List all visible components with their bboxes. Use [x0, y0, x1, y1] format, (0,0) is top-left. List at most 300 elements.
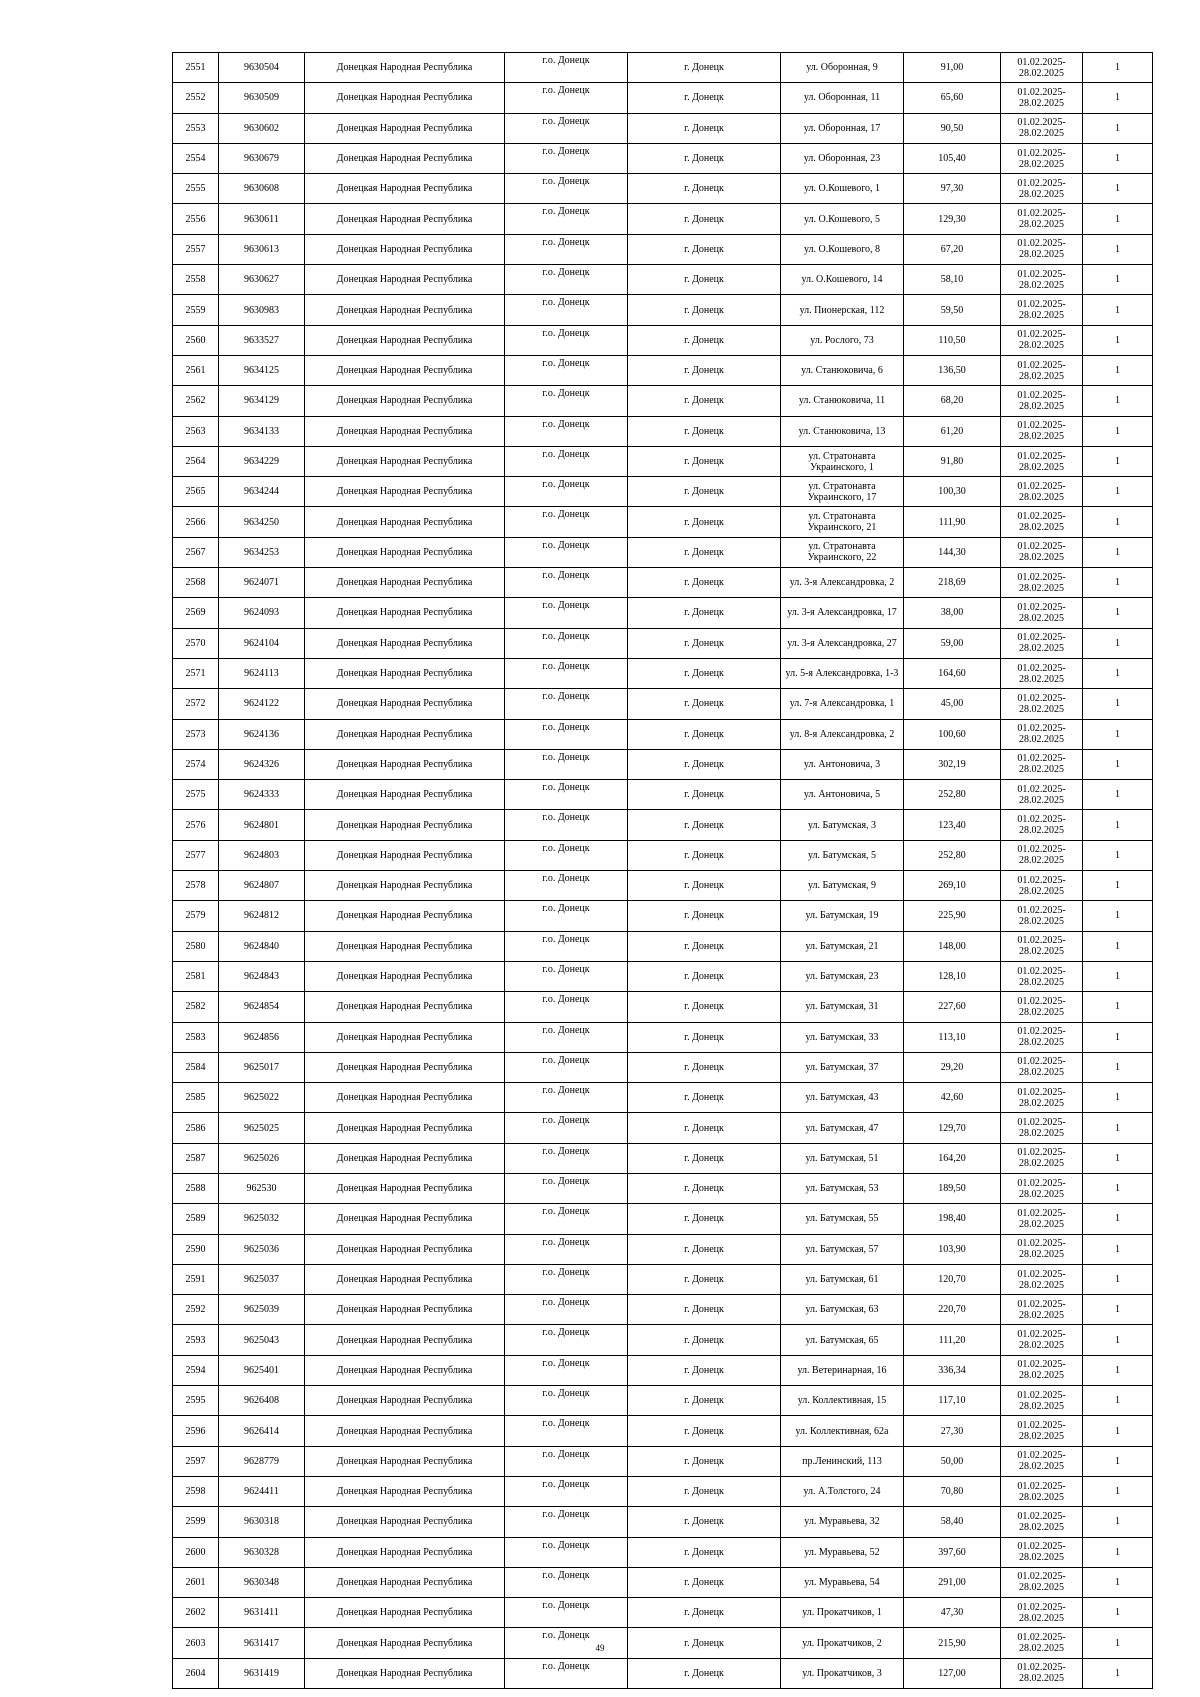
object-code-cell: 9634133 — [219, 416, 305, 446]
district-cell: г.о. Донецк — [505, 719, 628, 749]
row-number-cell: 2595 — [173, 1386, 219, 1416]
quantity-cell: 1 — [1083, 477, 1153, 507]
table-row — [173, 1658, 1153, 1688]
quantity-cell: 1 — [1083, 871, 1153, 901]
address-cell: ул. Батумская, 61 — [781, 1264, 904, 1294]
district-cell: г.о. Донецк — [505, 961, 628, 991]
address-cell: ул. Стратонавта Украинского, 21 — [781, 507, 904, 537]
table-row — [173, 1022, 1153, 1052]
row-number-cell: 2560 — [173, 325, 219, 355]
region-cell: Донецкая Народная Республика — [305, 386, 505, 416]
row-number-cell: 2551 — [173, 53, 219, 83]
object-code-cell: 9630613 — [219, 234, 305, 264]
object-code-cell: 9624840 — [219, 931, 305, 961]
row-number-cell: 2601 — [173, 1567, 219, 1597]
address-cell: ул. Станюковича, 11 — [781, 386, 904, 416]
object-code-cell: 9625043 — [219, 1325, 305, 1355]
table-row — [173, 961, 1153, 991]
table-row — [173, 749, 1153, 779]
object-code-cell: 9630983 — [219, 295, 305, 325]
table-row — [173, 689, 1153, 719]
district-cell: г.о. Донецк — [505, 1386, 628, 1416]
city-cell: г. Донецк — [628, 1143, 781, 1173]
period-cell: 01.02.2025-28.02.2025 — [1001, 749, 1083, 779]
address-cell: пр.Ленинский, 113 — [781, 1446, 904, 1476]
object-code-cell: 9624113 — [219, 658, 305, 688]
object-code-cell: 9624812 — [219, 901, 305, 931]
area-cell: 127,00 — [904, 1658, 1001, 1688]
quantity-cell: 1 — [1083, 1507, 1153, 1537]
object-code-cell: 9628779 — [219, 1446, 305, 1476]
address-cell: ул. О.Кошевого, 5 — [781, 204, 904, 234]
district-cell: г.о. Донецк — [505, 1567, 628, 1597]
row-number-cell: 2604 — [173, 1658, 219, 1688]
city-cell: г. Донецк — [628, 1476, 781, 1506]
region-cell: Донецкая Народная Республика — [305, 1628, 505, 1658]
table-row — [173, 719, 1153, 749]
period-cell: 01.02.2025-28.02.2025 — [1001, 234, 1083, 264]
table-row — [173, 992, 1153, 1022]
row-number-cell: 2567 — [173, 537, 219, 567]
region-cell: Донецкая Народная Республика — [305, 174, 505, 204]
table-row — [173, 355, 1153, 385]
city-cell: г. Донецк — [628, 507, 781, 537]
row-number-cell: 2587 — [173, 1143, 219, 1173]
city-cell: г. Донецк — [628, 1628, 781, 1658]
district-cell: г.о. Донецк — [505, 53, 628, 83]
region-cell: Донецкая Народная Республика — [305, 1264, 505, 1294]
region-cell: Донецкая Народная Республика — [305, 1113, 505, 1143]
object-code-cell: 9624856 — [219, 1022, 305, 1052]
address-cell: ул. Батумская, 19 — [781, 901, 904, 931]
city-cell: г. Донецк — [628, 1052, 781, 1082]
object-code-cell: 9624411 — [219, 1476, 305, 1506]
row-number-cell: 2592 — [173, 1295, 219, 1325]
district-cell: г.о. Донецк — [505, 1507, 628, 1537]
quantity-cell: 1 — [1083, 1204, 1153, 1234]
address-cell: ул. 8-я Александровка, 2 — [781, 719, 904, 749]
region-cell: Донецкая Народная Республика — [305, 446, 505, 476]
object-code-cell: 9624071 — [219, 568, 305, 598]
table-row — [173, 1083, 1153, 1113]
address-cell: ул. Батумская, 37 — [781, 1052, 904, 1082]
area-cell: 105,40 — [904, 143, 1001, 173]
table-row — [173, 1113, 1153, 1143]
registry-table-body — [173, 53, 1153, 1689]
object-code-cell: 9624843 — [219, 961, 305, 991]
object-code-cell: 9625022 — [219, 1083, 305, 1113]
address-cell: ул. Батумская, 23 — [781, 961, 904, 991]
period-cell: 01.02.2025-28.02.2025 — [1001, 53, 1083, 83]
table-row — [173, 1476, 1153, 1506]
address-cell: ул. Батумская, 55 — [781, 1204, 904, 1234]
area-cell: 128,10 — [904, 961, 1001, 991]
address-cell: ул. Батумская, 47 — [781, 1113, 904, 1143]
address-cell: ул. Батумская, 57 — [781, 1234, 904, 1264]
object-code-cell: 9634250 — [219, 507, 305, 537]
region-cell: Донецкая Народная Республика — [305, 871, 505, 901]
quantity-cell: 1 — [1083, 719, 1153, 749]
object-code-cell: 9630328 — [219, 1537, 305, 1567]
region-cell: Донецкая Народная Республика — [305, 325, 505, 355]
city-cell: г. Донецк — [628, 780, 781, 810]
area-cell: 148,00 — [904, 931, 1001, 961]
object-code-cell: 9634253 — [219, 537, 305, 567]
quantity-cell: 1 — [1083, 568, 1153, 598]
district-cell: г.о. Донецк — [505, 416, 628, 446]
city-cell: г. Донецк — [628, 204, 781, 234]
address-cell: ул. Батумская, 21 — [781, 931, 904, 961]
object-code-cell: 9625036 — [219, 1234, 305, 1264]
address-cell: ул. Стратонавта Украинского, 1 — [781, 446, 904, 476]
city-cell: г. Донецк — [628, 749, 781, 779]
period-cell: 01.02.2025-28.02.2025 — [1001, 871, 1083, 901]
district-cell: г.о. Донецк — [505, 477, 628, 507]
object-code-cell: 9630608 — [219, 174, 305, 204]
row-number-cell: 2571 — [173, 658, 219, 688]
row-number-cell: 2556 — [173, 204, 219, 234]
quantity-cell: 1 — [1083, 1355, 1153, 1385]
quantity-cell: 1 — [1083, 537, 1153, 567]
quantity-cell: 1 — [1083, 143, 1153, 173]
area-cell: 120,70 — [904, 1264, 1001, 1294]
city-cell: г. Донецк — [628, 83, 781, 113]
address-cell: ул. Антоновича, 3 — [781, 749, 904, 779]
period-cell: 01.02.2025-28.02.2025 — [1001, 1567, 1083, 1597]
quantity-cell: 1 — [1083, 1083, 1153, 1113]
period-cell: 01.02.2025-28.02.2025 — [1001, 1234, 1083, 1264]
region-cell: Донецкая Народная Республика — [305, 1295, 505, 1325]
row-number-cell: 2557 — [173, 234, 219, 264]
area-cell: 123,40 — [904, 810, 1001, 840]
region-cell: Донецкая Народная Республика — [305, 1507, 505, 1537]
object-code-cell: 9630348 — [219, 1567, 305, 1597]
city-cell: г. Донецк — [628, 1416, 781, 1446]
district-cell: г.о. Донецк — [505, 113, 628, 143]
area-cell: 61,20 — [904, 416, 1001, 446]
address-cell: ул. Оборонная, 23 — [781, 143, 904, 173]
table-row — [173, 295, 1153, 325]
area-cell: 29,20 — [904, 1052, 1001, 1082]
table-row — [173, 1507, 1153, 1537]
quantity-cell: 1 — [1083, 628, 1153, 658]
area-cell: 136,50 — [904, 355, 1001, 385]
district-cell: г.о. Донецк — [505, 204, 628, 234]
city-cell: г. Донецк — [628, 901, 781, 931]
quantity-cell: 1 — [1083, 113, 1153, 143]
address-cell: ул. А.Толстого, 24 — [781, 1476, 904, 1506]
period-cell: 01.02.2025-28.02.2025 — [1001, 446, 1083, 476]
row-number-cell: 2603 — [173, 1628, 219, 1658]
area-cell: 215,90 — [904, 1628, 1001, 1658]
region-cell: Донецкая Народная Республика — [305, 1598, 505, 1628]
table-row — [173, 265, 1153, 295]
table-row — [173, 83, 1153, 113]
object-code-cell: 9624807 — [219, 871, 305, 901]
district-cell: г.о. Донецк — [505, 325, 628, 355]
quantity-cell: 1 — [1083, 1325, 1153, 1355]
address-cell: ул. Станюковича, 6 — [781, 355, 904, 385]
address-cell: ул. О.Кошевого, 1 — [781, 174, 904, 204]
object-code-cell: 9634125 — [219, 355, 305, 385]
table-row — [173, 568, 1153, 598]
quantity-cell: 1 — [1083, 507, 1153, 537]
city-cell: г. Донецк — [628, 568, 781, 598]
period-cell: 01.02.2025-28.02.2025 — [1001, 719, 1083, 749]
address-cell: ул. Батумская, 3 — [781, 810, 904, 840]
period-cell: 01.02.2025-28.02.2025 — [1001, 537, 1083, 567]
quantity-cell: 1 — [1083, 386, 1153, 416]
city-cell: г. Донецк — [628, 174, 781, 204]
row-number-cell: 2569 — [173, 598, 219, 628]
district-cell: г.о. Донецк — [505, 386, 628, 416]
row-number-cell: 2583 — [173, 1022, 219, 1052]
quantity-cell: 1 — [1083, 780, 1153, 810]
quantity-cell: 1 — [1083, 265, 1153, 295]
object-code-cell: 9624854 — [219, 992, 305, 1022]
district-cell: г.о. Донецк — [505, 1295, 628, 1325]
district-cell: г.о. Донецк — [505, 658, 628, 688]
object-code-cell: 9625032 — [219, 1204, 305, 1234]
object-code-cell: 9634244 — [219, 477, 305, 507]
object-code-cell: 9625037 — [219, 1264, 305, 1294]
table-row — [173, 113, 1153, 143]
area-cell: 100,30 — [904, 477, 1001, 507]
table-row — [173, 416, 1153, 446]
area-cell: 113,10 — [904, 1022, 1001, 1052]
city-cell: г. Донецк — [628, 477, 781, 507]
period-cell: 01.02.2025-28.02.2025 — [1001, 1628, 1083, 1658]
district-cell: г.о. Донецк — [505, 628, 628, 658]
table-row — [173, 598, 1153, 628]
address-cell: ул. Прокатчиков, 2 — [781, 1628, 904, 1658]
period-cell: 01.02.2025-28.02.2025 — [1001, 1446, 1083, 1476]
area-cell: 227,60 — [904, 992, 1001, 1022]
row-number-cell: 2600 — [173, 1537, 219, 1567]
quantity-cell: 1 — [1083, 1598, 1153, 1628]
row-number-cell: 2591 — [173, 1264, 219, 1294]
area-cell: 58,40 — [904, 1507, 1001, 1537]
row-number-cell: 2576 — [173, 810, 219, 840]
city-cell: г. Донецк — [628, 416, 781, 446]
area-cell: 117,10 — [904, 1386, 1001, 1416]
area-cell: 110,50 — [904, 325, 1001, 355]
quantity-cell: 1 — [1083, 53, 1153, 83]
table-row — [173, 1386, 1153, 1416]
area-cell: 42,60 — [904, 1083, 1001, 1113]
region-cell: Донецкая Народная Республика — [305, 537, 505, 567]
district-cell: г.о. Донецк — [505, 265, 628, 295]
table-row — [173, 1355, 1153, 1385]
area-cell: 302,19 — [904, 749, 1001, 779]
district-cell: г.о. Донецк — [505, 780, 628, 810]
district-cell: г.о. Донецк — [505, 1416, 628, 1446]
area-cell: 103,90 — [904, 1234, 1001, 1264]
quantity-cell: 1 — [1083, 1628, 1153, 1658]
area-cell: 47,30 — [904, 1598, 1001, 1628]
object-code-cell: 9634129 — [219, 386, 305, 416]
address-cell: ул. Оборонная, 9 — [781, 53, 904, 83]
address-cell: ул. Батумская, 53 — [781, 1173, 904, 1203]
region-cell: Донецкая Народная Республика — [305, 1446, 505, 1476]
table-row — [173, 386, 1153, 416]
period-cell: 01.02.2025-28.02.2025 — [1001, 992, 1083, 1022]
table-row — [173, 53, 1153, 83]
address-cell: ул. Ветеринарная, 16 — [781, 1355, 904, 1385]
area-cell: 111,20 — [904, 1325, 1001, 1355]
period-cell: 01.02.2025-28.02.2025 — [1001, 1173, 1083, 1203]
table-row — [173, 174, 1153, 204]
table-row — [173, 1143, 1153, 1173]
quantity-cell: 1 — [1083, 1264, 1153, 1294]
area-cell: 198,40 — [904, 1204, 1001, 1234]
table-row — [173, 780, 1153, 810]
object-code-cell: 9630627 — [219, 265, 305, 295]
row-number-cell: 2598 — [173, 1476, 219, 1506]
quantity-cell: 1 — [1083, 1446, 1153, 1476]
area-cell: 97,30 — [904, 174, 1001, 204]
region-cell: Донецкая Народная Республика — [305, 1022, 505, 1052]
city-cell: г. Донецк — [628, 1658, 781, 1688]
region-cell: Донецкая Народная Республика — [305, 1416, 505, 1446]
city-cell: г. Донецк — [628, 295, 781, 325]
area-cell: 144,30 — [904, 537, 1001, 567]
city-cell: г. Донецк — [628, 658, 781, 688]
address-cell: ул. Батумская, 43 — [781, 1083, 904, 1113]
area-cell: 129,70 — [904, 1113, 1001, 1143]
area-cell: 45,00 — [904, 689, 1001, 719]
object-code-cell: 9624093 — [219, 598, 305, 628]
district-cell: г.о. Донецк — [505, 992, 628, 1022]
address-cell: ул. Батумская, 51 — [781, 1143, 904, 1173]
row-number-cell: 2590 — [173, 1234, 219, 1264]
row-number-cell: 2578 — [173, 871, 219, 901]
district-cell: г.о. Донецк — [505, 1658, 628, 1688]
region-cell: Донецкая Народная Республика — [305, 658, 505, 688]
object-code-cell: 9625026 — [219, 1143, 305, 1173]
quantity-cell: 1 — [1083, 1052, 1153, 1082]
period-cell: 01.02.2025-28.02.2025 — [1001, 325, 1083, 355]
quantity-cell: 1 — [1083, 689, 1153, 719]
address-cell: ул. Батумская, 33 — [781, 1022, 904, 1052]
address-cell: ул. О.Кошевого, 8 — [781, 234, 904, 264]
row-number-cell: 2561 — [173, 355, 219, 385]
region-cell: Донецкая Народная Республика — [305, 1476, 505, 1506]
address-cell: ул. Станюковича, 13 — [781, 416, 904, 446]
address-cell: ул. 3-я Александровка, 2 — [781, 568, 904, 598]
city-cell: г. Донецк — [628, 628, 781, 658]
city-cell: г. Донецк — [628, 689, 781, 719]
quantity-cell: 1 — [1083, 1143, 1153, 1173]
period-cell: 01.02.2025-28.02.2025 — [1001, 386, 1083, 416]
table-row — [173, 931, 1153, 961]
region-cell: Донецкая Народная Республика — [305, 265, 505, 295]
district-cell: г.о. Донецк — [505, 689, 628, 719]
row-number-cell: 2581 — [173, 961, 219, 991]
table-row — [173, 1173, 1153, 1203]
city-cell: г. Донецк — [628, 325, 781, 355]
area-cell: 189,50 — [904, 1173, 1001, 1203]
city-cell: г. Донецк — [628, 386, 781, 416]
period-cell: 01.02.2025-28.02.2025 — [1001, 598, 1083, 628]
table-row — [173, 628, 1153, 658]
city-cell: г. Донецк — [628, 1204, 781, 1234]
table-row — [173, 325, 1153, 355]
table-row — [173, 1204, 1153, 1234]
city-cell: г. Донецк — [628, 931, 781, 961]
table-row — [173, 1295, 1153, 1325]
row-number-cell: 2559 — [173, 295, 219, 325]
region-cell: Донецкая Народная Республика — [305, 1143, 505, 1173]
table-row — [173, 507, 1153, 537]
city-cell: г. Донецк — [628, 1234, 781, 1264]
period-cell: 01.02.2025-28.02.2025 — [1001, 931, 1083, 961]
row-number-cell: 2563 — [173, 416, 219, 446]
row-number-cell: 2562 — [173, 386, 219, 416]
row-number-cell: 2574 — [173, 749, 219, 779]
area-cell: 91,00 — [904, 53, 1001, 83]
table-row — [173, 658, 1153, 688]
address-cell: ул. Стратонавта Украинского, 17 — [781, 477, 904, 507]
area-cell: 269,10 — [904, 871, 1001, 901]
row-number-cell: 2572 — [173, 689, 219, 719]
row-number-cell: 2568 — [173, 568, 219, 598]
period-cell: 01.02.2025-28.02.2025 — [1001, 355, 1083, 385]
region-cell: Донецкая Народная Республика — [305, 204, 505, 234]
city-cell: г. Донецк — [628, 446, 781, 476]
period-cell: 01.02.2025-28.02.2025 — [1001, 1052, 1083, 1082]
area-cell: 68,20 — [904, 386, 1001, 416]
object-code-cell: 9630318 — [219, 1507, 305, 1537]
address-cell: ул. Муравьева, 52 — [781, 1537, 904, 1567]
address-cell: ул. 3-я Александровка, 17 — [781, 598, 904, 628]
row-number-cell: 2586 — [173, 1113, 219, 1143]
district-cell: г.о. Донецк — [505, 1022, 628, 1052]
region-cell: Донецкая Народная Республика — [305, 810, 505, 840]
area-cell: 100,60 — [904, 719, 1001, 749]
table-row — [173, 204, 1153, 234]
city-cell: г. Донецк — [628, 1264, 781, 1294]
city-cell: г. Донецк — [628, 143, 781, 173]
city-cell: г. Донецк — [628, 1598, 781, 1628]
object-code-cell: 9624122 — [219, 689, 305, 719]
object-code-cell: 9626414 — [219, 1416, 305, 1446]
area-cell: 252,80 — [904, 780, 1001, 810]
region-cell: Донецкая Народная Республика — [305, 507, 505, 537]
address-cell: ул. Батумская, 63 — [781, 1295, 904, 1325]
row-number-cell: 2552 — [173, 83, 219, 113]
quantity-cell: 1 — [1083, 1658, 1153, 1688]
period-cell: 01.02.2025-28.02.2025 — [1001, 1295, 1083, 1325]
registry-table — [172, 52, 1153, 1689]
row-number-cell: 2594 — [173, 1355, 219, 1385]
area-cell: 38,00 — [904, 598, 1001, 628]
address-cell: ул. Батумская, 65 — [781, 1325, 904, 1355]
row-number-cell: 2582 — [173, 992, 219, 1022]
district-cell: г.о. Донецк — [505, 1355, 628, 1385]
city-cell: г. Донецк — [628, 355, 781, 385]
row-number-cell: 2589 — [173, 1204, 219, 1234]
table-row — [173, 1416, 1153, 1446]
period-cell: 01.02.2025-28.02.2025 — [1001, 204, 1083, 234]
object-code-cell: 9624803 — [219, 840, 305, 870]
area-cell: 225,90 — [904, 901, 1001, 931]
area-cell: 59,00 — [904, 628, 1001, 658]
city-cell: г. Донецк — [628, 1113, 781, 1143]
quantity-cell: 1 — [1083, 749, 1153, 779]
period-cell: 01.02.2025-28.02.2025 — [1001, 507, 1083, 537]
area-cell: 397,60 — [904, 1537, 1001, 1567]
